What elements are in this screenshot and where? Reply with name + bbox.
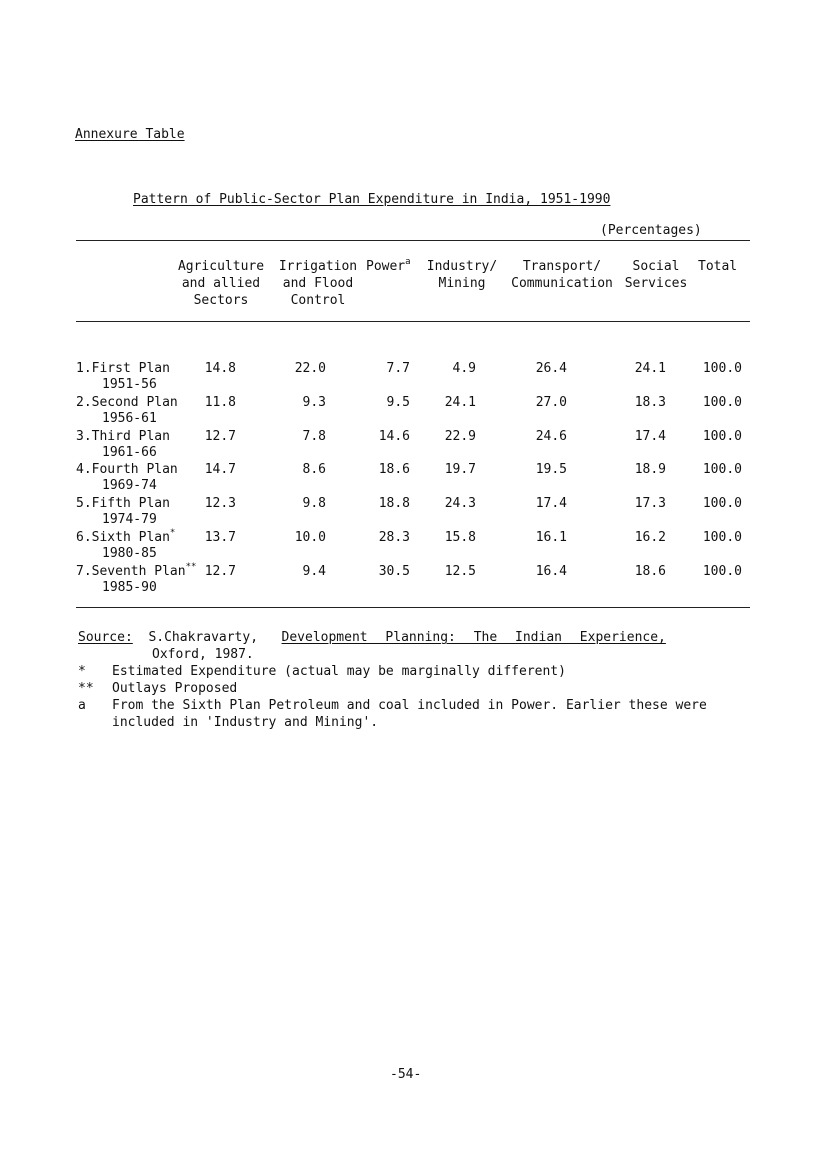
- footnote-item: [78, 663, 718, 680]
- table-row: [76, 495, 756, 529]
- cell-agriculture: 14.8: [204, 361, 236, 376]
- cell-transport: 27.0: [535, 395, 567, 410]
- footnote-item: [78, 697, 718, 731]
- cell-total: 100.0: [702, 361, 742, 376]
- table-row: [76, 360, 756, 394]
- cell-transport: 16.1: [535, 530, 567, 545]
- cell-transport: 17.4: [535, 496, 567, 511]
- cell-agriculture: 12.7: [204, 564, 236, 579]
- source-publisher: Oxford, 1987.: [152, 647, 254, 662]
- cell-irrigation: 9.3: [302, 395, 326, 410]
- cell-social: 24.1: [634, 361, 666, 376]
- cell-total: 100.0: [702, 496, 742, 511]
- plan-label: 6.Sixth Plan: [76, 530, 170, 545]
- cell-social: 18.3: [634, 395, 666, 410]
- plan-label: 4.Fourth Plan: [76, 462, 178, 477]
- col-header-transport: Transport/ Communication: [511, 259, 613, 291]
- cell-total: 100.0: [702, 462, 742, 477]
- cell-transport: 24.6: [535, 429, 567, 444]
- source-label: Source:: [78, 630, 133, 645]
- cell-power: 18.8: [378, 496, 410, 511]
- cell-transport: 26.4: [535, 361, 567, 376]
- footnote-text: From the Sixth Plan Petroleum and coal included in Power. Earlier these were included in 'Industry and Mining'.: [112, 698, 707, 730]
- cell-agriculture: 11.8: [204, 395, 236, 410]
- units-label: (Percentages): [600, 223, 702, 238]
- cell-industry: 24.1: [444, 395, 476, 410]
- col-header-social: Social Services: [624, 259, 688, 291]
- cell-transport: 16.4: [535, 564, 567, 579]
- table-row: [76, 428, 756, 462]
- cell-irrigation: 8.6: [302, 462, 326, 477]
- table-title: Pattern of Public-Sector Plan Expenditure in India, 1951-1990: [133, 192, 611, 207]
- cell-social: 17.4: [634, 429, 666, 444]
- plan-years: 1974-79: [102, 512, 157, 527]
- page-number: -54-: [390, 1067, 422, 1082]
- table-bottom-rule: [76, 607, 750, 608]
- source-line: [78, 629, 718, 646]
- col-header-agriculture: Agriculture and allied Sectors: [177, 259, 265, 308]
- cell-agriculture: 13.7: [204, 530, 236, 545]
- table-row: [76, 563, 756, 597]
- plan-label: 2.Second Plan: [76, 395, 178, 410]
- cell-irrigation: 7.8: [302, 429, 326, 444]
- table-row: [76, 394, 756, 428]
- cell-social: 18.9: [634, 462, 666, 477]
- plan-label: 5.Fifth Plan: [76, 496, 170, 511]
- table-row: [76, 529, 756, 563]
- cell-power: 14.6: [378, 429, 410, 444]
- cell-total: 100.0: [702, 530, 742, 545]
- cell-industry: 19.7: [444, 462, 476, 477]
- cell-industry: 15.8: [444, 530, 476, 545]
- col-header-power: [366, 258, 411, 275]
- plan-label: 7.Seventh Plan: [76, 564, 186, 579]
- cell-industry: 22.9: [444, 429, 476, 444]
- footnote-item: [78, 680, 718, 697]
- cell-total: 100.0: [702, 429, 742, 444]
- source-author: S.Chakravarty,: [148, 630, 259, 645]
- cell-power: 30.5: [378, 564, 410, 579]
- cell-industry: 24.3: [444, 496, 476, 511]
- cell-transport: 19.5: [535, 462, 567, 477]
- power-footnote-mark: a: [405, 257, 411, 267]
- cell-agriculture: 12.3: [204, 496, 236, 511]
- col-header-industry: Industry/ Mining: [426, 259, 498, 291]
- plan-footnote-mark: **: [185, 562, 197, 572]
- plan-label: 3.Third Plan: [76, 429, 170, 444]
- cell-power: 7.7: [386, 361, 410, 376]
- footnote-mark: a: [78, 698, 86, 713]
- header-bottom-rule: [76, 321, 750, 322]
- cell-social: 17.3: [634, 496, 666, 511]
- cell-irrigation: 9.4: [302, 564, 326, 579]
- cell-irrigation: 10.0: [294, 530, 326, 545]
- cell-irrigation: 9.8: [302, 496, 326, 511]
- cell-total: 100.0: [702, 564, 742, 579]
- plan-years: 1956-61: [102, 411, 157, 426]
- cell-social: 16.2: [634, 530, 666, 545]
- cell-industry: 12.5: [444, 564, 476, 579]
- cell-agriculture: 12.7: [204, 429, 236, 444]
- annexure-label: Annexure Table: [75, 127, 185, 142]
- plan-years: 1985-90: [102, 580, 157, 595]
- cell-irrigation: 22.0: [294, 361, 326, 376]
- cell-industry: 4.9: [452, 361, 476, 376]
- footnote-mark: **: [78, 681, 94, 696]
- plan-label: 1.First Plan: [76, 361, 170, 376]
- table-row: [76, 461, 756, 495]
- footnote-text: Outlays Proposed: [112, 681, 238, 696]
- col-header-power-label: Power: [366, 259, 406, 274]
- plan-years: 1951-56: [102, 377, 157, 392]
- cell-power: 9.5: [386, 395, 410, 410]
- cell-agriculture: 14.7: [204, 462, 236, 477]
- cell-power: 28.3: [378, 530, 410, 545]
- plan-years: 1961-66: [102, 445, 157, 460]
- col-header-total: Total: [698, 259, 738, 274]
- table-top-rule: [76, 240, 750, 241]
- footnote-mark: *: [78, 664, 86, 679]
- col-header-irrigation: Irrigation and Flood Control: [278, 259, 358, 308]
- source-book-title: Development Planning: The Indian Experience,: [281, 630, 666, 645]
- cell-social: 18.6: [634, 564, 666, 579]
- plan-years: 1969-74: [102, 478, 157, 493]
- cell-total: 100.0: [702, 395, 742, 410]
- plan-footnote-mark: *: [169, 528, 176, 538]
- plan-years: 1980-85: [102, 546, 157, 561]
- footnote-text: Estimated Expenditure (actual may be marginally different): [112, 664, 566, 679]
- cell-power: 18.6: [378, 462, 410, 477]
- table-notes: [78, 629, 718, 731]
